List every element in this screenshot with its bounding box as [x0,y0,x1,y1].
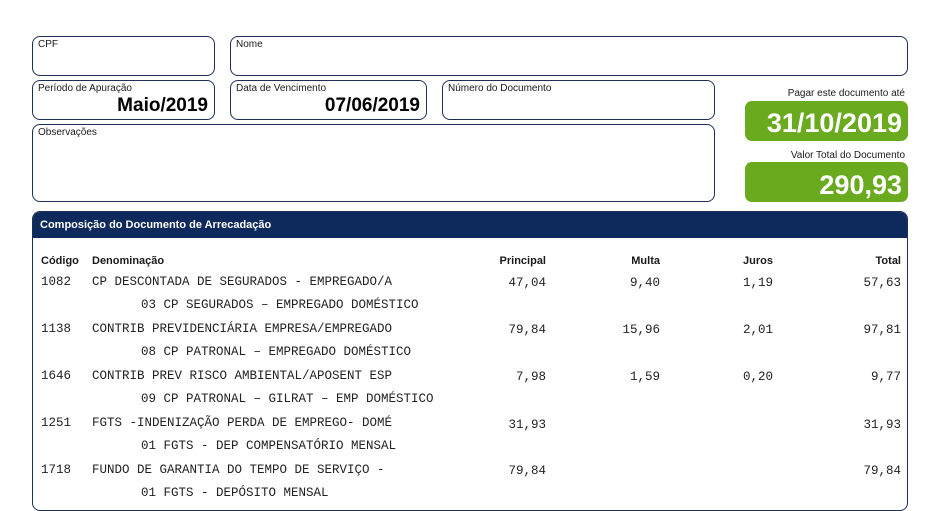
nome-field [230,36,908,76]
row-denominacao: FGTS -INDENIZAÇÃO PERDA DE EMPREGO- DOMÉ [92,416,393,430]
row-multa: 15,96 [622,323,660,337]
vencimento-value: 07/06/2019 [324,95,420,116]
row-subdenominacao: 01 FGTS - DEP COMPENSATÓRIO MENSAL [141,439,397,453]
numero-documento-field [442,80,715,120]
observacoes-label: Observações [38,127,97,138]
pagar-caption: Pagar este documento até [787,88,905,99]
row-total: 79,84 [863,464,901,478]
row-total: 57,63 [863,276,901,290]
row-codigo: 1718 [41,463,72,477]
vencimento-field [230,80,427,120]
row-denominacao: CP DESCONTADA DE SEGURADOS - EMPREGADO/A [92,275,393,289]
row-total: 31,93 [863,418,901,432]
total-value: 290,93 [745,162,908,202]
row-codigo: 1646 [41,369,72,383]
row-total: 97,81 [863,323,901,337]
row-principal: 7,98 [515,370,546,384]
nome-label: Nome [236,39,263,50]
row-denominacao: FUNDO DE GARANTIA DO TEMPO DE SERVIÇO - [92,463,385,477]
observacoes-field [32,124,715,202]
row-subdenominacao: 09 CP PATRONAL – GILRAT – EMP DOMÉSTICO [141,392,434,406]
row-principal: 79,84 [508,323,546,337]
vencimento-label: Data de Vencimento [236,83,327,94]
cpf-field [32,36,215,76]
row-multa: 1,59 [629,370,660,384]
row-codigo: 1138 [41,322,72,336]
periodo-label: Período de Apuração [38,83,132,94]
cpf-label: CPF [38,39,58,50]
row-denominacao: CONTRIB PREV RISCO AMBIENTAL/APOSENT ESP [92,369,393,383]
row-principal: 79,84 [508,464,546,478]
row-juros: 0,20 [742,370,773,384]
total-caption: Valor Total do Documento [790,150,905,161]
composicao-panel [32,211,908,511]
row-total: 9,77 [870,370,901,384]
col-juros: Juros [743,255,773,267]
col-denominacao: Denominação [92,255,165,267]
composicao-title: Composição do Documento de Arrecadação [33,212,907,238]
row-codigo: 1251 [41,416,72,430]
row-denominacao: CONTRIB PREVIDENCIÁRIA EMPRESA/EMPREGADO [92,322,393,336]
row-subdenominacao: 08 CP PATRONAL – EMPREGADO DOMÉSTICO [141,345,412,359]
col-multa: Multa [631,255,660,267]
row-subdenominacao: 03 CP SEGURADOS – EMPREGADO DOMÉSTICO [141,298,419,312]
col-codigo: Código [41,255,79,267]
pagar-value: 31/10/2019 [745,101,908,141]
row-juros: 1,19 [742,276,773,290]
periodo-value: Maio/2019 [117,95,208,116]
row-principal: 31,93 [508,418,546,432]
row-principal: 47,04 [508,276,546,290]
row-subdenominacao: 01 FGTS - DEPÓSITO MENSAL [141,486,329,500]
col-total: Total [875,255,901,267]
numero-documento-label: Número do Documento [448,83,552,94]
periodo-field [32,80,215,120]
row-multa: 9,40 [629,276,660,290]
row-juros: 2,01 [742,323,773,337]
col-principal: Principal [499,255,546,267]
row-codigo: 1082 [41,275,72,289]
